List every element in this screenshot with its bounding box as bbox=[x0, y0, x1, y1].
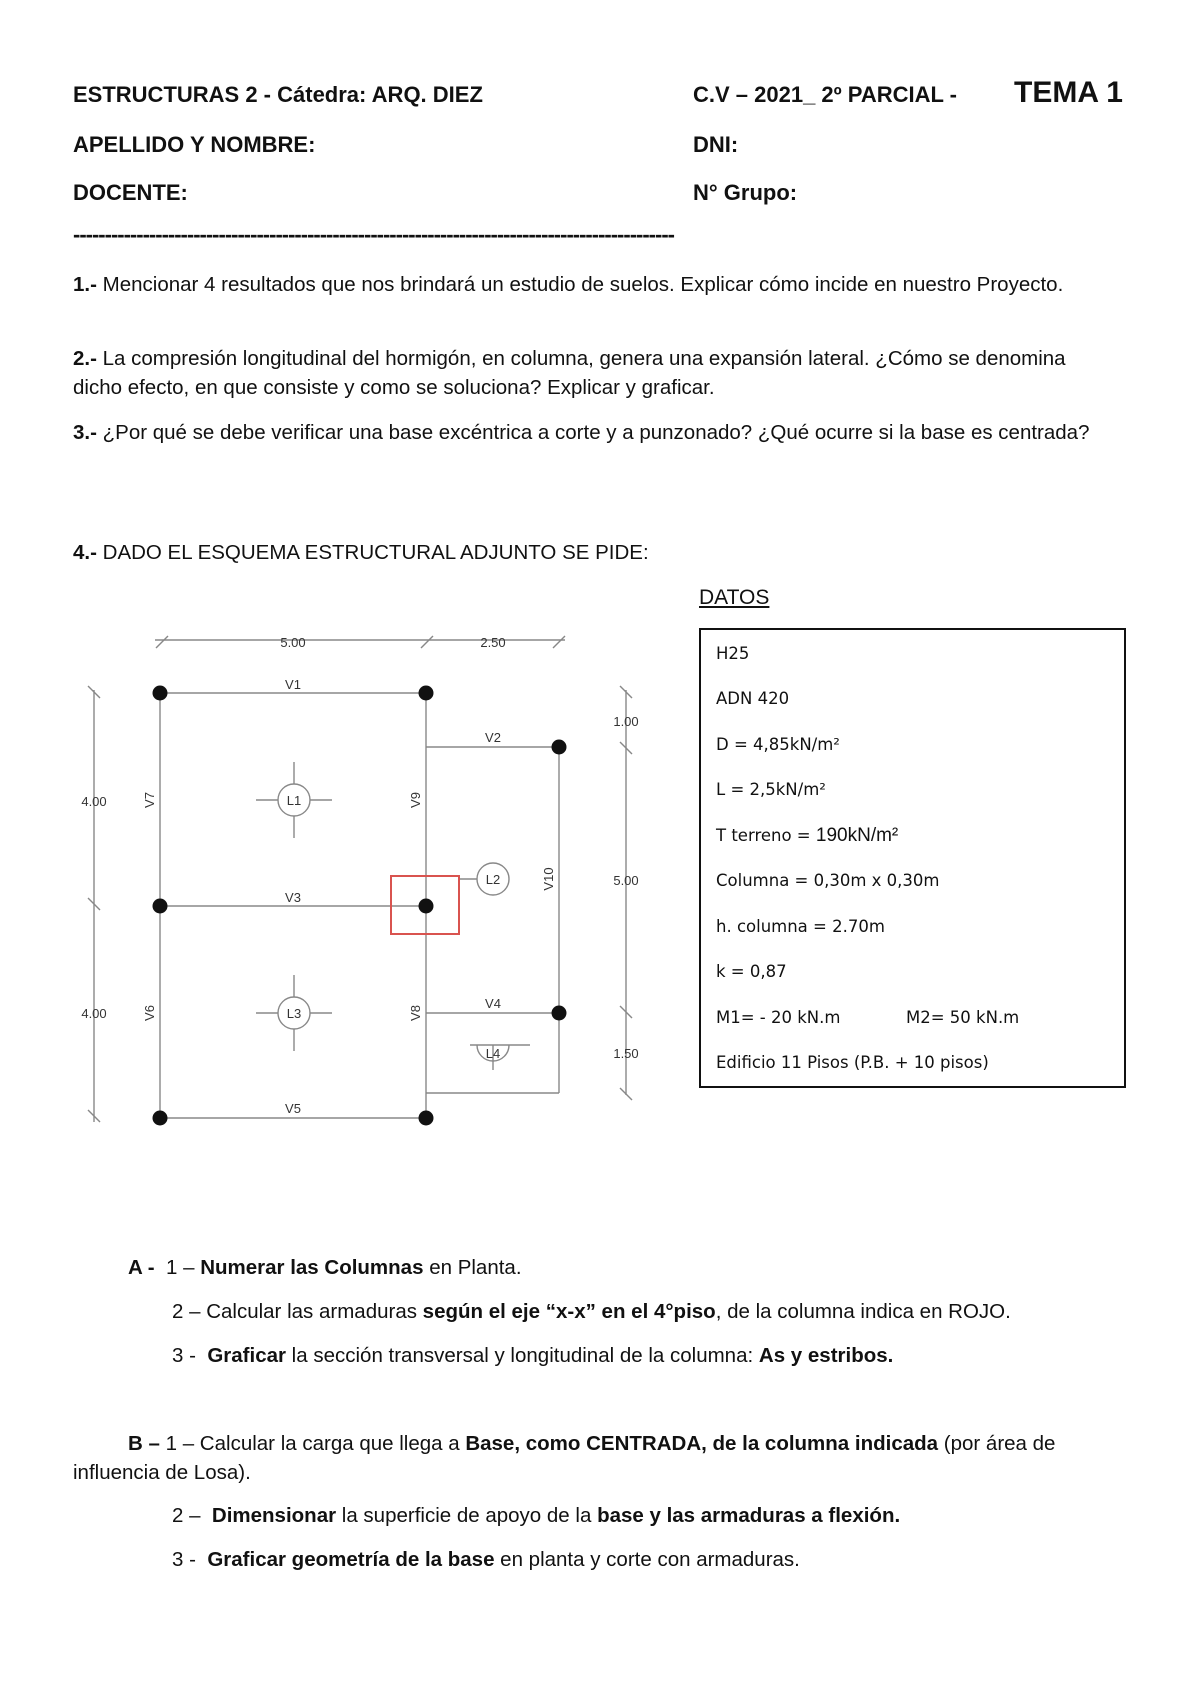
item-text: en planta y corte con armaduras. bbox=[494, 1548, 800, 1571]
datos-column-size: Columna = 0,30m x 0,30m bbox=[716, 871, 940, 890]
question-text: DADO EL ESQUEMA ESTRUCTURAL ADJUNTO SE PIDE: bbox=[96, 541, 649, 564]
column-node bbox=[153, 1111, 168, 1126]
dim-tick bbox=[421, 636, 433, 648]
beam-label: V5 bbox=[285, 1101, 301, 1116]
dim-label: 1.00 bbox=[613, 714, 639, 729]
datos-column-height: h. columna = 2.70m bbox=[716, 917, 885, 936]
datos-soil-label: T terreno = bbox=[716, 826, 816, 845]
separator-line: ----------------------------------------------------------------------------------------------- bbox=[73, 222, 674, 247]
item-text: , de la columna indica en ROJO. bbox=[715, 1300, 1011, 1323]
item-text: la superficie de apoyo de la bbox=[336, 1504, 598, 1527]
item-number: 1 – bbox=[165, 1432, 195, 1455]
beam-label: V10 bbox=[541, 867, 556, 891]
item-text: Calcular la carga que llega a bbox=[194, 1432, 466, 1455]
datos-dead-load: D = 4,85kN/m² bbox=[716, 735, 840, 754]
slab-label: L1 bbox=[286, 793, 302, 808]
part-b-label: B – bbox=[128, 1432, 160, 1455]
part-a-item-3 bbox=[172, 1341, 893, 1370]
item-bold: Base, como CENTRADA, de la columna indicada bbox=[465, 1432, 939, 1455]
part-b-item-3 bbox=[172, 1545, 800, 1574]
datos-soil-value: 190kN/m² bbox=[815, 825, 899, 846]
datos-concrete: H25 bbox=[716, 644, 750, 663]
item-bold: Numerar las Columnas bbox=[200, 1256, 424, 1279]
item-bold: base y las armaduras a flexión. bbox=[597, 1504, 901, 1527]
column-node bbox=[552, 740, 567, 755]
dim-label: 5.00 bbox=[613, 873, 639, 888]
item-number: 1 – bbox=[165, 1256, 195, 1279]
item-bold: Graficar bbox=[207, 1344, 286, 1367]
part-b-item-1 bbox=[73, 1429, 1123, 1487]
dim-label: 1.50 bbox=[613, 1046, 639, 1061]
beam-label: V4 bbox=[485, 996, 501, 1011]
item-bold: Graficar geometría de la base bbox=[207, 1548, 495, 1571]
item-text: (por área de influencia de Losa). bbox=[73, 1432, 1056, 1484]
item-number: 3 - bbox=[172, 1344, 196, 1367]
part-a-item-1 bbox=[128, 1253, 522, 1282]
plan-labels bbox=[81, 635, 638, 1116]
datos-building: Edificio 11 Pisos (P.B. + 10 pisos) bbox=[716, 1053, 989, 1072]
item-text: en Planta. bbox=[423, 1256, 522, 1279]
column-node bbox=[419, 1111, 434, 1126]
dim-label: 4.00 bbox=[81, 1006, 107, 1021]
grupo-label: N° Grupo: bbox=[693, 180, 798, 205]
question-text: Mencionar 4 resultados que nos brindará un estudio de suelos. Explicar cómo incide en nuestro Proyecto. bbox=[96, 273, 1064, 296]
beam-label: V9 bbox=[408, 792, 423, 808]
datos-title: DATOS bbox=[699, 586, 770, 609]
item-number: 2 – bbox=[172, 1300, 201, 1323]
tema-label: TEMA 1 bbox=[1014, 76, 1123, 109]
dim-label: 5.00 bbox=[280, 635, 306, 650]
beam-label: V3 bbox=[285, 890, 301, 905]
column-node bbox=[552, 1006, 567, 1021]
beam-label: V6 bbox=[142, 1005, 157, 1021]
slab-label: L4 bbox=[485, 1046, 501, 1061]
item-number: 3 - bbox=[172, 1548, 196, 1571]
question-number: 1.- bbox=[73, 273, 97, 296]
datos-m2: M2= 50 kN.m bbox=[906, 1008, 1020, 1027]
datos-k: k = 0,87 bbox=[716, 962, 787, 981]
item-bold: Dimensionar bbox=[211, 1504, 337, 1527]
question-number: 3.- bbox=[73, 421, 97, 444]
dim-tick bbox=[156, 636, 168, 648]
datos-steel: ADN 420 bbox=[716, 689, 790, 708]
question-text: ¿Por qué se debe verificar una base excéntrica a corte y a punzonado? ¿Qué ocurre si la base es centrada? bbox=[96, 421, 1090, 444]
question-number: 2.- bbox=[73, 347, 97, 370]
column-node bbox=[419, 686, 434, 701]
beam-label: V1 bbox=[285, 677, 301, 692]
beam-label: V7 bbox=[142, 792, 157, 808]
slab-label: L2 bbox=[485, 872, 501, 887]
question-number: 4.- bbox=[73, 541, 97, 564]
dim-label: 4.00 bbox=[81, 794, 107, 809]
course-title: ESTRUCTURAS 2 - Cátedra: ARQ. DIEZ bbox=[73, 82, 483, 107]
part-b-item-2 bbox=[172, 1501, 900, 1530]
docente-label: DOCENTE: bbox=[73, 180, 188, 205]
dim-label: 2.50 bbox=[480, 635, 506, 650]
part-a-item-2 bbox=[172, 1297, 1011, 1326]
name-label: APELLIDO Y NOMBRE: bbox=[73, 132, 316, 157]
dni-label: DNI: bbox=[693, 132, 739, 157]
exam-title: C.V – 2021_ 2º PARCIAL - bbox=[693, 82, 957, 107]
item-text: la sección transversal y longitudinal de la columna: bbox=[285, 1344, 759, 1367]
column-node bbox=[153, 686, 168, 701]
column-node bbox=[153, 899, 168, 914]
slab-label: L3 bbox=[286, 1006, 302, 1021]
beam-label: V2 bbox=[485, 730, 501, 745]
item-number: 2 – bbox=[172, 1504, 201, 1527]
part-a-label: A - bbox=[128, 1256, 155, 1279]
column-node bbox=[419, 899, 434, 914]
item-bold: según el eje “x-x” en el 4°piso bbox=[422, 1300, 716, 1323]
item-bold: As y estribos. bbox=[758, 1344, 894, 1367]
datos-live-load: L = 2,5kN/m² bbox=[716, 780, 826, 799]
item-text: Calcular las armaduras bbox=[200, 1300, 423, 1323]
datos-m1: M1= - 20 kN.m bbox=[716, 1008, 841, 1027]
question-text: La compresión longitudinal del hormigón, en columna, genera una expansión lateral. ¿Cómo se denomina dicho efecto, en que consiste y como se soluciona? Explicar y graficar. bbox=[73, 347, 1066, 399]
beam-label: V8 bbox=[408, 1005, 423, 1021]
dim-tick bbox=[553, 636, 565, 648]
